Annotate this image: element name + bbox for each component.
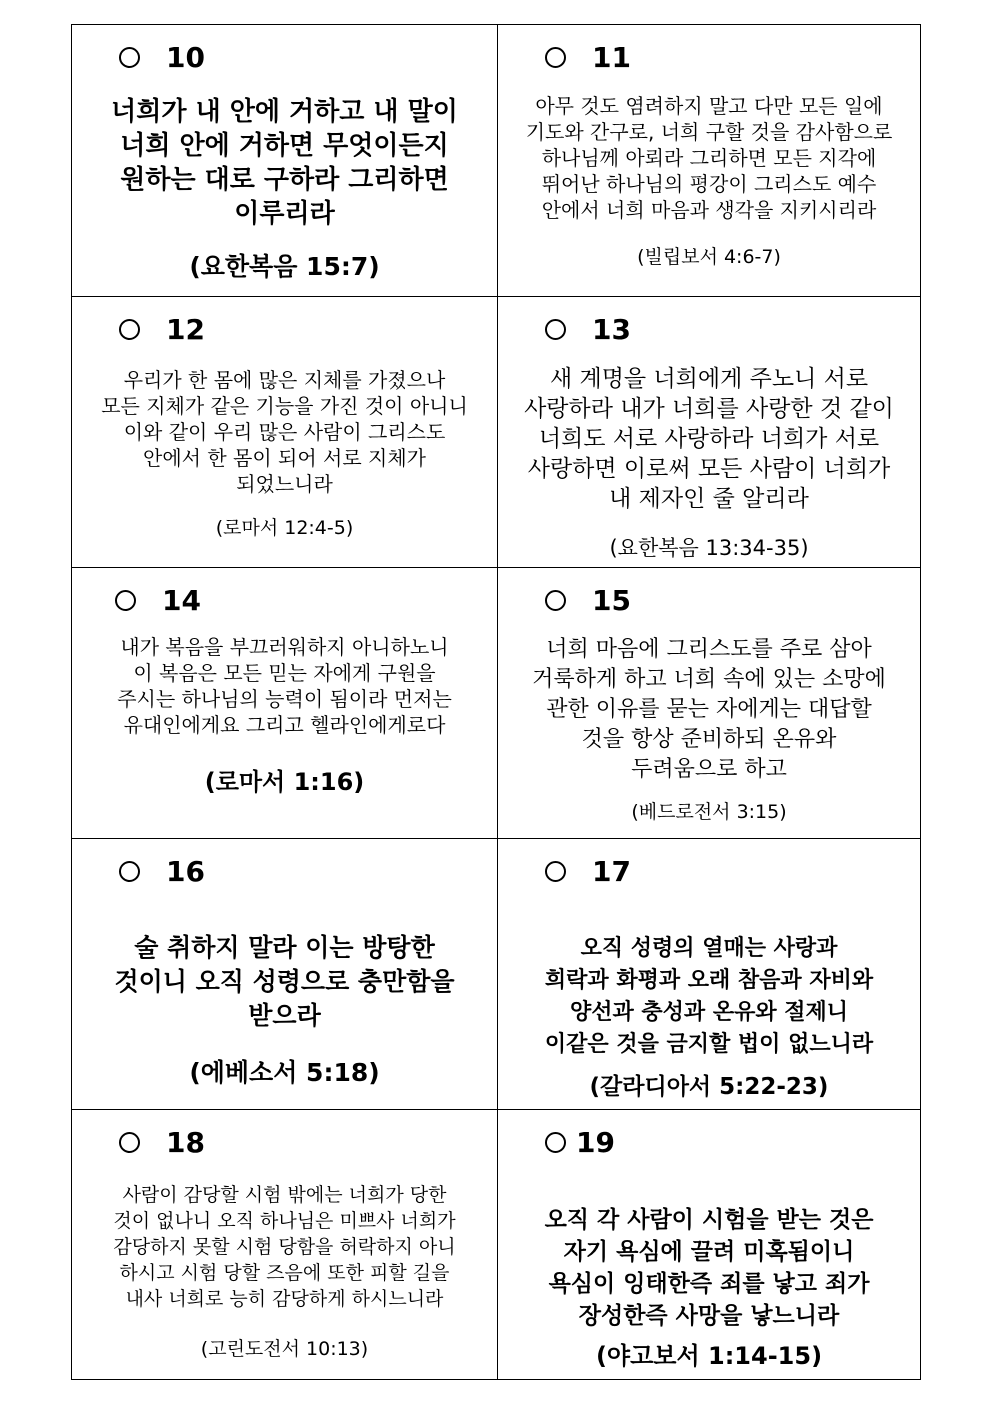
- verse-card: [497, 567, 920, 838]
- circle-icon: [119, 47, 140, 68]
- circle-icon: [115, 590, 136, 611]
- verse-text: 내가 복음을 부끄러워하지 아니하노니 이 복음은 모든 믿는 자에게 구원을 주시는 하나님의 능력이 됨이라 먼저는 유대인에게요 그리고 헬라인에게로다: [117, 635, 452, 737]
- card-number: 18: [166, 1126, 205, 1159]
- verse-text: 너희가 내 안에 거하고 내 말이 너희 안에 거하면 무엇이든지 원하는 대로 구하라 그리하면 이루리라: [111, 97, 458, 229]
- card-header: [115, 584, 201, 618]
- circle-icon: [119, 319, 140, 340]
- card-header: [545, 1126, 615, 1160]
- verse-card: [72, 25, 497, 296]
- card-header: [545, 41, 631, 75]
- verse-card: [72, 296, 497, 567]
- card-number: 19: [576, 1126, 615, 1159]
- card-number: 13: [592, 313, 631, 346]
- circle-icon: [119, 1132, 140, 1153]
- circle-icon: [545, 47, 566, 68]
- card-header: [545, 313, 631, 347]
- verse-text: 너희 마음에 그리스도를 주로 삼아 거룩하게 하고 너희 속에 있는 소망에 관한 이유를 묻는 자에게는 대답할 것을 항상 준비하되 온유와 두려움으로 하고: [532, 637, 886, 782]
- verse-reference: (로마서 12:4-5): [215, 517, 354, 539]
- verse-card: [497, 1109, 920, 1379]
- verse-card: [497, 838, 920, 1109]
- verse-card-grid: [71, 24, 921, 1380]
- card-header: [119, 41, 205, 75]
- card-header: [119, 1126, 205, 1160]
- verse-card: [72, 567, 497, 838]
- verse-reference: (에베소서 5:18): [189, 1058, 380, 1087]
- card-number: 15: [592, 584, 631, 617]
- circle-icon: [545, 319, 566, 340]
- verse-reference: (요한복음 13:34-35): [609, 536, 809, 560]
- card-number: 10: [166, 41, 205, 74]
- card-header: [119, 855, 205, 889]
- verse-text: 사람이 감당할 시험 밖에는 너희가 당한 것이 없나니 오직 하나님은 미쁘사 너희가 감당하지 못할 시험 당함을 허락하지 아니 하시고 시험 당할 즈음에 또한 피할 길을 내사 너희로 능히 감당하게 하시느니라: [113, 1184, 456, 1310]
- circle-icon: [119, 861, 140, 882]
- verse-text: 오직 성령의 열매는 사랑과 희락과 화평과 오래 참음과 자비와 양선과 충성과 온유와 절제니 이같은 것을 금지할 법이 없느니라: [544, 936, 874, 1057]
- verse-card: [497, 296, 920, 567]
- verse-card: [72, 838, 497, 1109]
- card-number: 16: [166, 855, 205, 888]
- verse-reference: (고린도전서 10:13): [200, 1338, 369, 1360]
- verse-text: 오직 각 사람이 시험을 받는 것은 자기 욕심에 끌려 미혹됨이니 욕심이 잉태한즉 죄를 낳고 죄가 장성한즉 사망을 낳느니라: [544, 1207, 874, 1329]
- verse-text: 우리가 한 몸에 많은 지체를 가졌으나 모든 지체가 같은 기능을 가진 것이 아니니 이와 같이 우리 많은 사람이 그리스도 안에서 한 몸이 되어 서로 지체가 되었느니라: [101, 368, 468, 496]
- card-header: [545, 584, 631, 618]
- circle-icon: [545, 1132, 566, 1153]
- card-number: 11: [592, 41, 631, 74]
- verse-reference: (요한복음 15:7): [189, 252, 380, 281]
- verse-reference: (빌립보서 4:6-7): [637, 246, 781, 268]
- card-number: 12: [166, 313, 205, 346]
- circle-icon: [545, 590, 566, 611]
- verse-reference: (베드로전서 3:15): [631, 801, 787, 823]
- verse-text: 아무 것도 염려하지 말고 다만 모든 일에 기도와 간구로, 너희 구할 것을 감사함으로 하나님께 아뢰라 그리하면 모든 지각에 뛰어난 하나님의 평강이 그리스도 예수 안에서 너희 마음과 생각을 지키시리라: [525, 94, 893, 222]
- card-header: [545, 855, 631, 889]
- verse-text: 술 취하지 말라 이는 방탕한 것이니 오직 성령으로 충만함을 받으라: [114, 933, 455, 1030]
- verse-card: [497, 25, 920, 296]
- verse-text: 새 계명을 너희에게 주노니 서로 사랑하라 내가 너희를 사랑한 것 같이 너희도 서로 사랑하라 너희가 서로 사랑하면 이로써 모든 사람이 너희가 내 제자인 줄 알리라: [524, 366, 894, 512]
- circle-icon: [545, 861, 566, 882]
- card-header: [119, 313, 205, 347]
- verse-reference: (갈라디아서 5:22-23): [589, 1074, 829, 1100]
- verse-card: [72, 1109, 497, 1379]
- verse-reference: (야고보서 1:14-15): [595, 1342, 823, 1370]
- verse-reference: (로마서 1:16): [204, 768, 365, 796]
- card-number: 14: [162, 584, 201, 617]
- card-number: 17: [592, 855, 631, 888]
